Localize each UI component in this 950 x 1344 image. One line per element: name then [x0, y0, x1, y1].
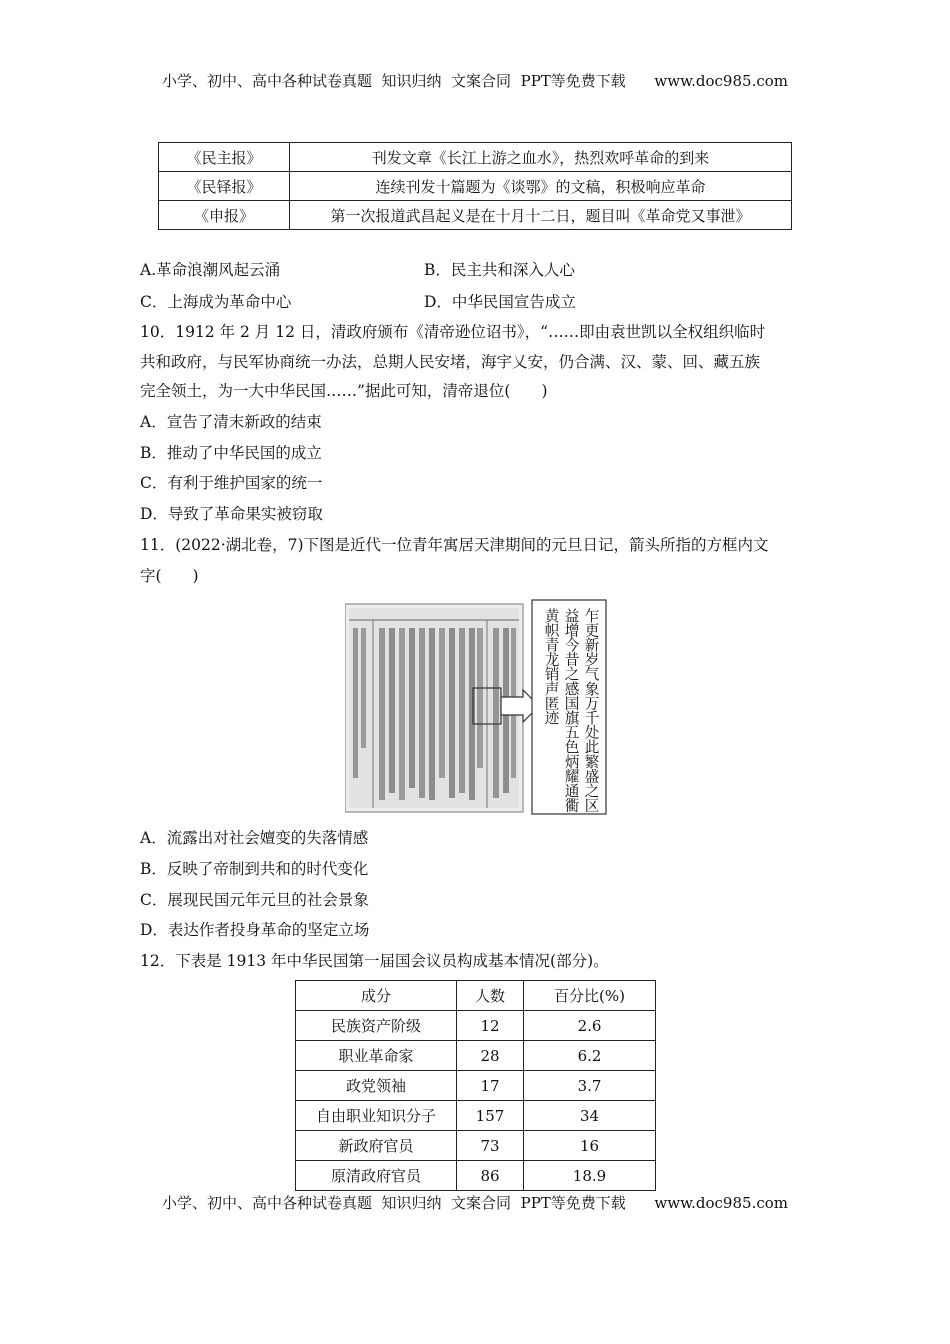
- parliament-table: [295, 980, 656, 1191]
- cell: 17: [457, 1071, 524, 1101]
- paper-desc: 连续刊发十篇题为《谈鄂》的文稿，积极响应革命: [290, 172, 792, 201]
- cell: 73: [457, 1131, 524, 1161]
- q10-option-a: A．宣告了清末新政的结束: [140, 413, 322, 431]
- table-row: [296, 1131, 656, 1161]
- table-row: [296, 1101, 656, 1131]
- cell: 34: [524, 1101, 656, 1131]
- box-column-1: 乍更新岁气象万千处此繁盛之区: [582, 608, 600, 813]
- cell: 18.9: [524, 1161, 656, 1191]
- paper-desc: 刊发文章《长江上游之血水》，热烈欢呼革命的到来: [290, 143, 792, 172]
- box-column-3: 黄帜青龙销声匿迹: [542, 608, 560, 725]
- newspaper-table: [158, 142, 792, 230]
- cell: 自由职业知识分子: [296, 1101, 457, 1131]
- box-column-2: 益增今昔之感国旗五色炳耀通衢: [562, 608, 580, 813]
- q9-option-c: C．上海成为革命中心: [140, 293, 292, 311]
- q10-option-b: B．推动了中华民国的成立: [140, 444, 322, 462]
- q10-option-c: C．有利于维护国家的统一: [140, 474, 323, 492]
- diary-figure: [345, 598, 610, 816]
- cell: 12: [457, 1011, 524, 1041]
- table-row: [296, 1011, 656, 1041]
- cell: 民族资产阶级: [296, 1011, 457, 1041]
- page-header: 小学、初中、高中各种试卷真题 知识归纳 文案合同 PPT等免费下载 www.doc985.com: [161, 72, 788, 90]
- cell: 28: [457, 1041, 524, 1071]
- table-row: [159, 172, 792, 201]
- q9-option-d: D．中华民国宣告成立: [424, 293, 576, 311]
- paper-desc: 第一次报道武昌起义是在十月十二日，题目叫《革命党又事泄》: [290, 201, 792, 230]
- header-cell: 人数: [457, 981, 524, 1011]
- q11-option-b: B．反映了帝制到共和的时代变化: [140, 860, 369, 878]
- cell: 3.7: [524, 1071, 656, 1101]
- cell: 职业革命家: [296, 1041, 457, 1071]
- q10-option-d: D．导致了革命果实被窃取: [140, 505, 323, 523]
- cell: 原清政府官员: [296, 1161, 457, 1191]
- cell: 157: [457, 1101, 524, 1131]
- q11-stem-line2: 字( ): [140, 567, 199, 585]
- header-cell: 成分: [296, 981, 457, 1011]
- cell: 新政府官员: [296, 1131, 457, 1161]
- q10-stem-line3: 完全领土，为一大中华民国……”据此可知，清帝退位( ): [140, 382, 548, 400]
- table-row: [296, 1161, 656, 1191]
- q11-option-d: D．表达作者投身革命的坚定立场: [140, 921, 370, 939]
- cell: 2.6: [524, 1011, 656, 1041]
- cell: 6.2: [524, 1041, 656, 1071]
- cell: 16: [524, 1131, 656, 1161]
- cell: 政党领袖: [296, 1071, 457, 1101]
- table-row: [296, 1041, 656, 1071]
- table-row: [159, 201, 792, 230]
- q10-stem-line2: 共和政府，与民军协商统一办法，总期人民安堵，海宇乂安，仍合满、汉、蒙、回、藏五族: [140, 353, 761, 371]
- table-row: [296, 1071, 656, 1101]
- q11-stem-line1: 11．(2022·湖北卷，7)下图是近代一位青年寓居天津期间的元旦日记，箭头所指的方框内文: [140, 536, 769, 554]
- table-row: [159, 143, 792, 172]
- q12-stem: 12．下表是 1913 年中华民国第一届国会议员构成基本情况(部分)。: [140, 952, 609, 970]
- cell: 86: [457, 1161, 524, 1191]
- q11-option-a: A．流露出对社会嬗变的失落情感: [140, 829, 369, 847]
- header-cell: 百分比(%): [524, 981, 656, 1011]
- diary-figure-svg: [345, 598, 610, 816]
- paper-name: 《申报》: [159, 201, 290, 230]
- q11-option-c: C．展现民国元年元旦的社会景象: [140, 891, 369, 909]
- paper-name: 《民铎报》: [159, 172, 290, 201]
- table-header-row: [296, 981, 656, 1011]
- page-footer: 小学、初中、高中各种试卷真题 知识归纳 文案合同 PPT等免费下载 www.doc985.com: [161, 1194, 788, 1212]
- paper-name: 《民主报》: [159, 143, 290, 172]
- q9-option-a: A.革命浪潮风起云涌: [140, 261, 281, 279]
- q9-option-b: B．民主共和深入人心: [424, 261, 575, 279]
- q10-stem-line1: 10．1912 年 2 月 12 日，清政府颁布《清帝逊位诏书》，“……即由袁世凯以全权组织临时: [140, 323, 766, 341]
